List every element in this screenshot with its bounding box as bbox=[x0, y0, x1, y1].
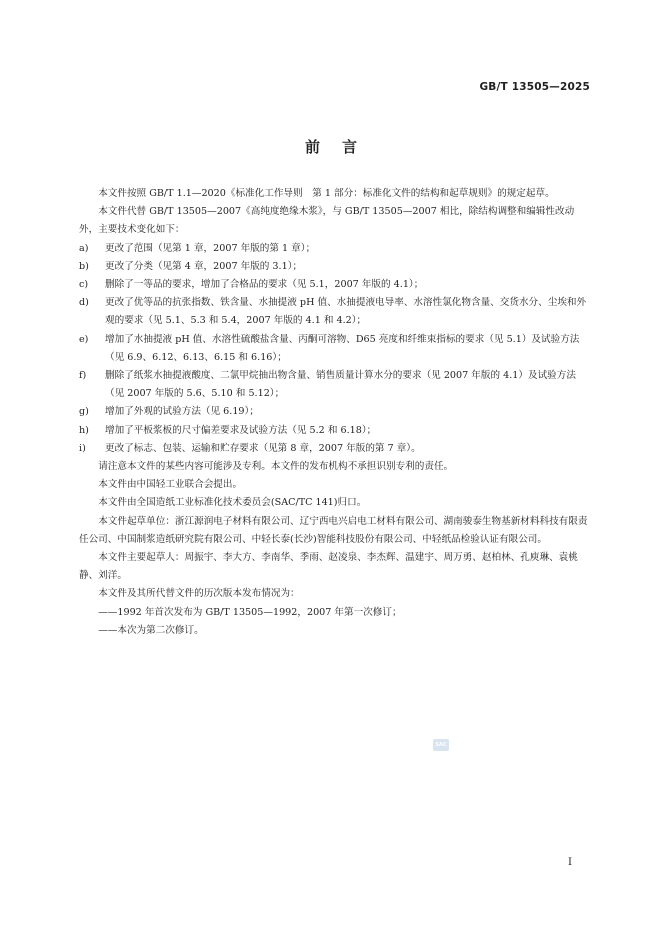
list-item-text: 删除了一等品的要求，增加了合格品的要求（见 5.1，2007 年版的 4.1）； bbox=[105, 279, 424, 291]
list-item bbox=[79, 440, 591, 458]
list-marker: i) bbox=[79, 442, 86, 454]
list-item bbox=[79, 403, 591, 421]
paragraph-history-intro: 本文件及其所代替文件的历次版本发布情况为： bbox=[98, 588, 300, 600]
list-item bbox=[79, 422, 591, 440]
list-item-text: 更改了优等品的抗张指数、铁含量、水抽提液 pH 值、水抽提液电导率、水溶性氯化物含量、交货水分、尘埃和外观的要求（见 5.1、5.3 和 5.4，2007 年版的 4.1 和 4.2）； bbox=[105, 297, 587, 327]
paragraph-patent-notice: 请注意本文件的某些内容可能涉及专利。本文件的发布机构不承担识别专利的责任。 bbox=[98, 461, 454, 473]
paragraph-proposer: 本文件由中国轻工业联合会提出。 bbox=[98, 479, 243, 491]
list-marker: e) bbox=[79, 333, 89, 345]
history-item: ——1992 年首次发布为 GB/T 13505—1992，2007 年第一次修订； bbox=[98, 606, 402, 618]
paragraph-drafters: 本文件主要起草人：周振宇、李大方、李南华、季雨、赵凌泉、李杰辉、温建宇、周万勇、赵柏林、孔庾琳、袁桃静、刘洋。 bbox=[79, 552, 578, 582]
list-item-text: 增加了平板浆板的尺寸偏差要求及试验方法（见 5.2 和 6.18）； bbox=[105, 424, 377, 436]
paragraph-committee: 本文件由全国造纸工业标准化技术委员会(SAC/TC 141)归口。 bbox=[98, 497, 367, 509]
page-number: I bbox=[568, 857, 572, 868]
paragraph-replaces: 本文件代替 GB/T 13505—2007《高纯度绝缘木浆》，与 GB/T 13505—2007 相比，除结构调整和编辑性改动外，主要技术变化如下： bbox=[79, 206, 575, 236]
standard-code: GB/T 13505—2025 bbox=[479, 81, 590, 93]
list-marker: a) bbox=[79, 242, 89, 254]
paragraph-basis: 本文件按照 GB/T 1.1—2020《标准化工作导则 第 1 部分：标准化文件的结构和起草规则》的规定起草。 bbox=[98, 188, 555, 199]
list-item bbox=[79, 331, 591, 367]
list-marker: b) bbox=[79, 260, 89, 272]
list-marker: g) bbox=[79, 406, 89, 418]
list-marker: c) bbox=[79, 279, 89, 291]
changes-list bbox=[79, 240, 591, 458]
paragraph-drafting-units: 本文件起草单位：浙江源润电子材料有限公司、辽宁西电兴启电工材料有限公司、湖南骏泰生物基新材料科技有限责任公司、中国制浆造纸研究院有限公司、中轻长泰(长沙)智能科技股份有限公司、中轻纸品检验认证有限公司。 bbox=[79, 515, 588, 545]
list-item bbox=[79, 276, 591, 294]
list-marker: h) bbox=[79, 424, 89, 436]
list-item-text: 更改了分类（见第 4 章，2007 年版的 3.1）； bbox=[105, 260, 303, 272]
list-item-text: 增加了水抽提液 pH 值、水溶性硫酸盐含量、丙酮可溶物、D65 亮度和纤维束指标的要求（见 5.1）及试验方法（见 6.9、6.12、6.13、6.15 和 6.16）； bbox=[105, 333, 580, 363]
list-item bbox=[79, 367, 591, 403]
list-item-text: 更改了标志、包装、运输和贮存要求（见第 8 章，2007 年版的第 7 章）。 bbox=[105, 442, 421, 454]
list-item-text: 增加了外观的试验方法（见 6.19）； bbox=[105, 406, 259, 418]
list-marker: f) bbox=[79, 370, 87, 382]
watermark-logo: SAC bbox=[433, 739, 449, 751]
list-item-text: 更改了范围（见第 1 章，2007 年版的第 1 章）； bbox=[105, 242, 316, 254]
document-body bbox=[79, 185, 591, 640]
list-item-text: 删除了纸浆水抽提液酸度、二氯甲烷抽出物含量、销售质量计算水分的要求（见 2007 年版的 4.1）及试验方法（见 2007 年版的 5.6、5.10 和 5.12）； bbox=[105, 370, 576, 400]
list-item bbox=[79, 294, 591, 330]
history-item: ——本次为第二次修订。 bbox=[98, 624, 204, 636]
page-title: 前言 bbox=[304, 138, 379, 156]
list-item bbox=[79, 240, 591, 258]
list-item bbox=[79, 258, 591, 276]
list-marker: d) bbox=[79, 297, 89, 309]
